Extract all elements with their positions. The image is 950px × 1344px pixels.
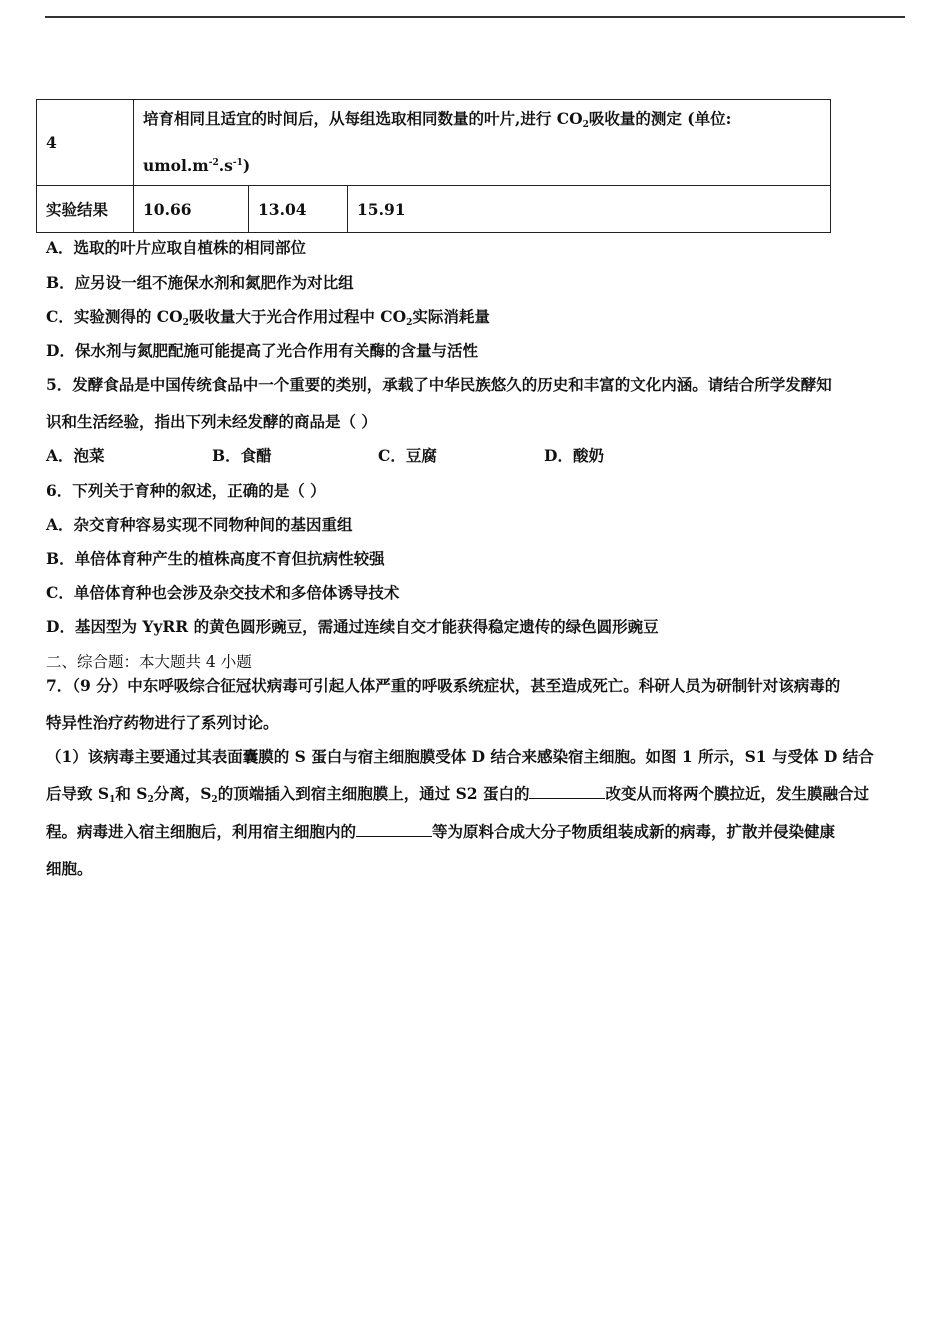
q5-option-c: C．豆腐 xyxy=(378,446,437,465)
q6-option-c: C．单倍体育种也会涉及杂交技术和多倍体诱导技术 xyxy=(46,583,400,602)
step-description-cell xyxy=(134,100,831,186)
q4-option-c: C．实验测得的 $CO_2$吸收量大于光合作用过程中 $CO_2$实际消耗量 xyxy=(46,307,490,328)
q5-option-a: A．泡菜 xyxy=(46,446,105,465)
section-heading: 二、综合题：本大题共 4 小题 xyxy=(46,653,252,671)
q6-option-a: A．杂交育种容易实现不同物种间的基因重组 xyxy=(46,515,353,534)
answer-blank[interactable] xyxy=(529,784,605,799)
step-number-cell: 4 xyxy=(37,100,134,186)
result-value-cell: 13.04 xyxy=(249,186,348,233)
q6-option-b: B．单倍体育种产生的植株高度不育但抗病性较强 xyxy=(46,549,385,568)
table-row xyxy=(37,186,831,233)
q7-line2: 特异性治疗药物进行了系列讨论。 xyxy=(46,713,279,732)
q5-option-b: B．食醋 xyxy=(212,446,272,465)
table-row xyxy=(37,100,831,186)
q5-stem-line2: 识和生活经验，指出下列未经发酵的商品是（ ） xyxy=(46,412,377,431)
q7-part1-line3: 程。病毒进入宿主细胞后，利用宿主细胞内的 等为原料合成大分子物质组装成新的病毒，扩散并侵染健康 xyxy=(46,822,836,841)
step-description: 培育相同且适宜的时间后，从每组选取相同数量的叶片,进行 $CO_2$吸收量的测定 (单位: $umol.m^{-2}.s^{-1}$) xyxy=(143,109,732,175)
result-value-cell: 10.66 xyxy=(134,186,249,233)
answer-blank[interactable] xyxy=(356,822,432,837)
q7-part1-line1: （1）该病毒主要通过其表面囊膜的 S 蛋白与宿主细胞膜受体 D 结合来感染宿主细胞。如图 1 所示，S1 与受体 D 结合 xyxy=(46,747,874,766)
experiment-table xyxy=(36,99,831,233)
q5-stem-line1: 5．发酵食品是中国传统食品中一个重要的类别，承载了中华民族悠久的历史和丰富的文化内涵。请结合所学发酵知 xyxy=(46,375,832,394)
q7-part1-line4: 细胞。 xyxy=(46,859,93,878)
q6-stem: 6．下列关于育种的叙述，正确的是（ ） xyxy=(46,481,326,500)
q7-line1: 7．（9 分）中东呼吸综合征冠状病毒可引起人体严重的呼吸系统症状，甚至造成死亡。科研人员为研制针对该病毒的 xyxy=(46,676,841,695)
q4-option-a: A．选取的叶片应取自植株的相同部位 xyxy=(46,238,307,257)
q6-option-d: D．基因型为 YyRR 的黄色圆形豌豆，需通过连续自交才能获得稳定遗传的绿色圆形豌豆 xyxy=(46,617,659,636)
q4-option-b: B．应另设一组不施保水剂和氮肥作为对比组 xyxy=(46,273,354,292)
q4-option-d: D．保水剂与氮肥配施可能提高了光合作用有关酶的含量与活性 xyxy=(46,341,478,360)
header-rule xyxy=(45,16,905,18)
q5-options xyxy=(46,444,710,466)
result-label-cell: 实验结果 xyxy=(37,186,134,233)
result-value-cell: 15.91 xyxy=(348,186,831,233)
q5-option-d: D．酸奶 xyxy=(544,446,604,465)
q7-part1-line2: 后导致 $S_1$和 $S_2$分离，$S_2$的顶端插入到宿主细胞膜上，通过 S2 蛋白的 改变从而将两个膜拉近，发生膜融合过 xyxy=(46,784,869,805)
